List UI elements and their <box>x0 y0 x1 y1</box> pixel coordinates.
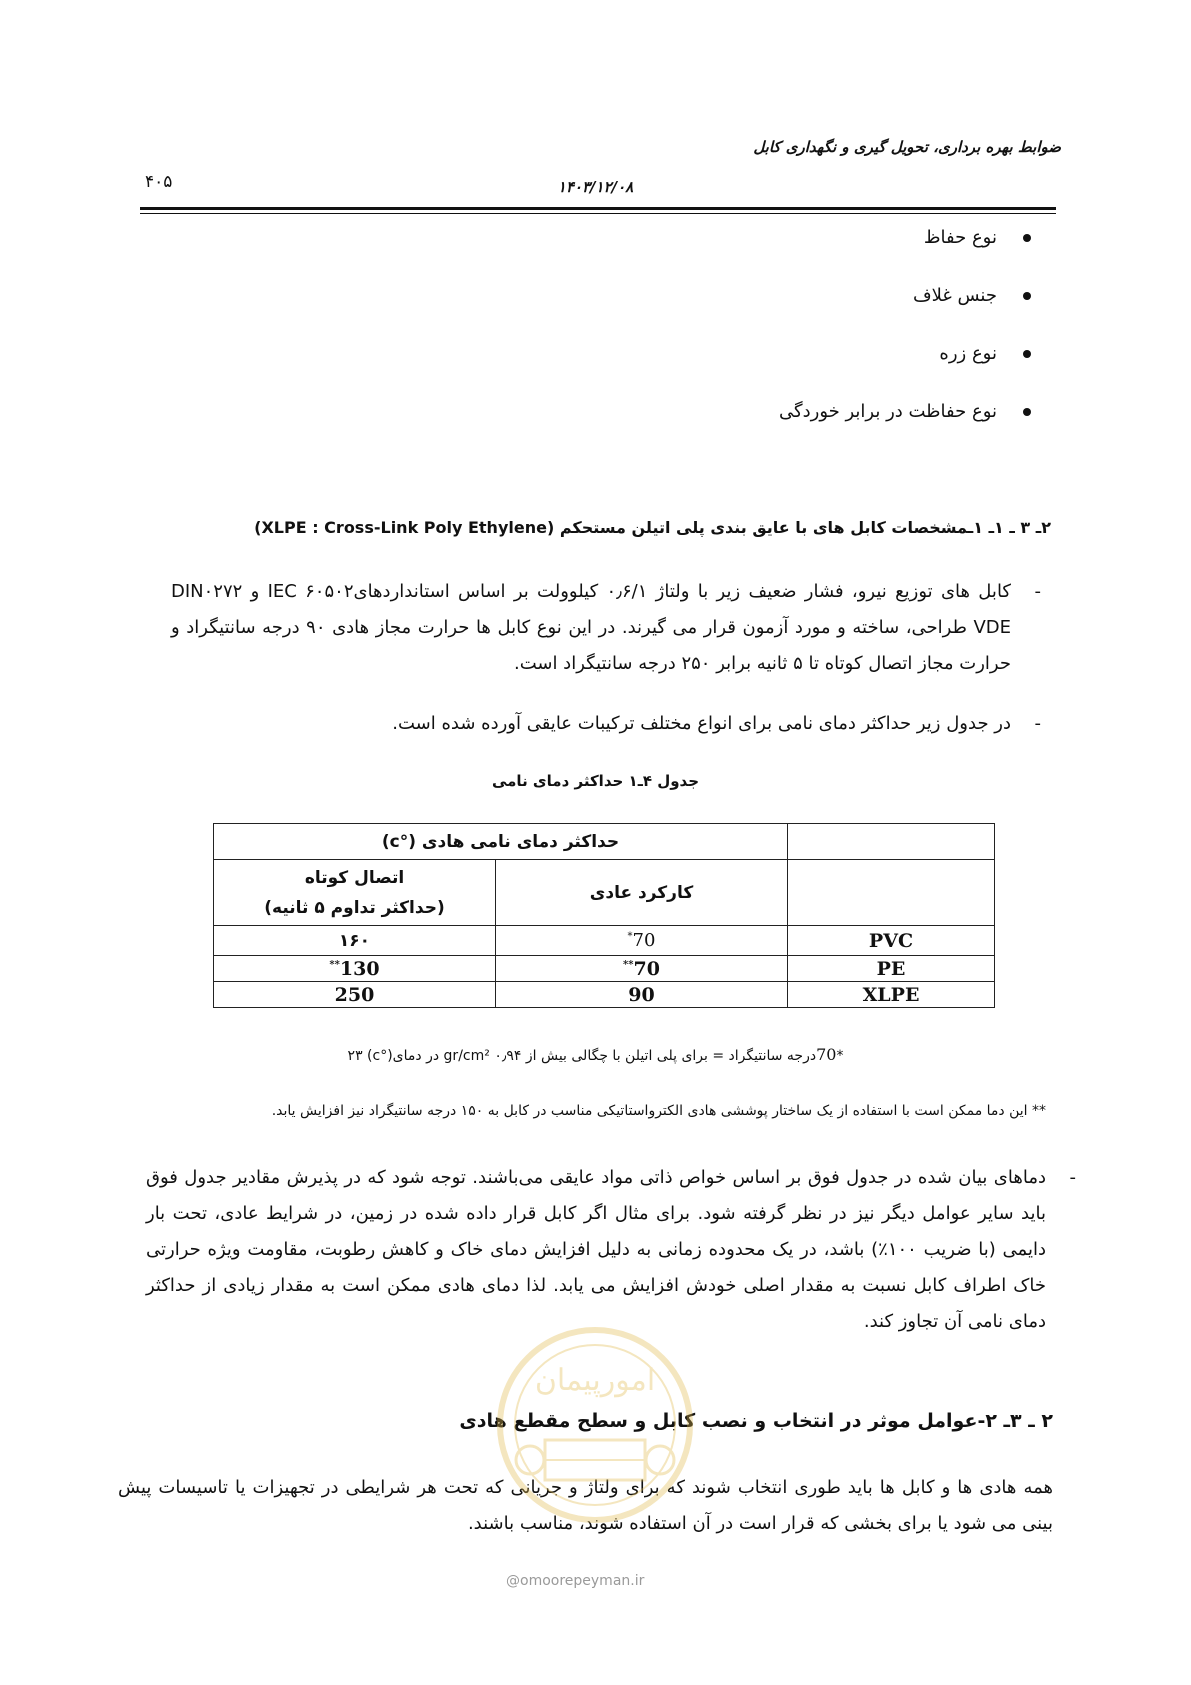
table-cell-short: 130** <box>214 956 496 982</box>
table-cell-normal: 70* <box>496 926 788 956</box>
table-row <box>214 982 995 1008</box>
section-heading: ۲ ـ ۳ـ ۲-عوامل موثر در انتخاب و نصب کابل و سطح مقطع هادی <box>459 1410 1053 1432</box>
table-header-normal: کارکرد عادی <box>496 860 788 926</box>
table-corner-cell <box>788 824 995 860</box>
header-rule-thick <box>140 207 1056 210</box>
table-row <box>214 956 995 982</box>
header-rule-thin <box>140 213 1056 214</box>
temperature-table <box>213 823 995 1008</box>
paragraph <box>146 1160 1076 1340</box>
table-corner-cell <box>788 860 995 926</box>
table-cell-normal: 90 <box>496 982 788 1008</box>
table-group-header: حداکثر دمای نامی هادی (°c) <box>214 824 788 860</box>
page-number: ۴۰۵ <box>145 172 173 192</box>
paragraph: همه هادی ها و کابل ها باید طوری انتخاب شوند که برای ولتاژ و جریانی که تحت هر شرایطی در تجهیزات یا تاسیسات پیش بینی می شود یا برای بخشی که قرار است در آن استفاده شوند، مناسب باشند. <box>118 1477 1053 1534</box>
paragraph-text: کابل های توزیع نیرو، فشار ضعیف زیر با ولتاژ ۰٫۶/۱ کیلوولت بر اساس استانداردهای۶۰۵۰۲ IEC و DIN۰۲۷۲ VDE طراحی، ساخته و مورد آزمون قرار می گیرند. در این نوع کابل ها حرارت مجاز هادی ۹۰ درجه سانتیگراد و حرارت مجاز اتصال کوتاه تا ۵ ثانیه برابر ۲۵۰ درجه سانتیگراد است. <box>171 581 1011 674</box>
header-date: ۱۴۰۳/۱۲/۰۸ <box>557 178 634 196</box>
table-cell-short: ۱۶۰ <box>214 926 496 956</box>
dash-marker: - <box>1034 713 1041 734</box>
paragraph <box>171 706 1041 742</box>
footnote: ** این دما ممکن است با استفاده از یک ساختار پوششی هادی الکترواستاتیکی مناسب در کابل به ۱۵۰ درجه سانتیگراد نیز افزایش یابد. <box>271 1103 1046 1119</box>
table-row <box>214 824 995 860</box>
section-heading: ۲ـ ۳ ـ ۱ـ ۱ـمشخصات کابل های با عایق بندی پلی اتیلن مستحکم (XLPE : Cross-Link Poly Ethylene) <box>254 518 1051 537</box>
watermark-text: امورپیمان <box>534 1363 656 1398</box>
header-title: ضوابط بهره برداری، تحویل گیری و نگهداری کابل <box>753 138 1061 156</box>
table-cell-material: XLPE <box>788 982 995 1008</box>
table-cell-normal: 70** <box>496 956 788 982</box>
paragraph-text: در جدول زیر حداکثر دمای نامی برای انواع مختلف ترکیبات عایقی آورده شده است. <box>392 713 1011 734</box>
table-row <box>214 860 995 926</box>
table-cell-material: PE <box>788 956 995 982</box>
watermark-url: @omoorepeyman.ir <box>506 1573 645 1589</box>
bullet-icon <box>1023 408 1031 416</box>
table-cell-material: PVC <box>788 926 995 956</box>
table-header-short: اتصال کوتاه (حداکثر تداوم ۵ ثانیه) <box>214 860 496 926</box>
bullet-icon <box>1023 292 1031 300</box>
bullet-icon <box>1023 350 1031 358</box>
list-item: جنس غلاف <box>331 280 1031 338</box>
bullet-icon <box>1023 234 1031 242</box>
list-item: نوع حفاظت در برابر خوردگی <box>331 396 1031 454</box>
watermark-seal-icon <box>490 1320 700 1530</box>
list-item: نوع حفاظ <box>331 222 1031 280</box>
footnote: *70درجه سانتیگراد = برای پلی اتیلن با چگالی بیش از ۰٫۹۴ gr/cm² در دمای(°c) ۲۳ <box>347 1045 844 1064</box>
list-item: نوع زره <box>331 338 1031 396</box>
paragraph <box>171 574 1041 682</box>
table-cell-short: 250 <box>214 982 496 1008</box>
paragraph-text: دماهای بیان شده در جدول فوق بر اساس خواص ذاتی مواد عایقی می‌باشند. توجه شود که در پذیرش مقادیر جدول فوق باید سایر عوامل دیگر نیز در نظر گرفته شود. برای مثال اگر کابل قرار داده شده در زمین، در شرایط عادی، تحت بار دایمی (با ضریب ۱۰۰٪) باشد، در یک محدوده زمانی به دلیل افزایش دمای خاک و کاهش رطوبت، مقاومت ویژه حرارتی خاک اطراف کابل نسبت به مقدار اصلی خودش افزایش می یابد. لذا دمای هادی ممکن است به مقدار زیادی از حداکثر دمای نامی آن تجاوز کند. <box>146 1167 1046 1332</box>
table-caption: جدول ۴ـ۱ حداکثر دمای نامی <box>491 772 700 790</box>
table-row <box>214 926 995 956</box>
dash-marker: - <box>1069 1167 1076 1188</box>
bullet-list <box>331 222 1031 454</box>
dash-marker: - <box>1034 581 1041 602</box>
